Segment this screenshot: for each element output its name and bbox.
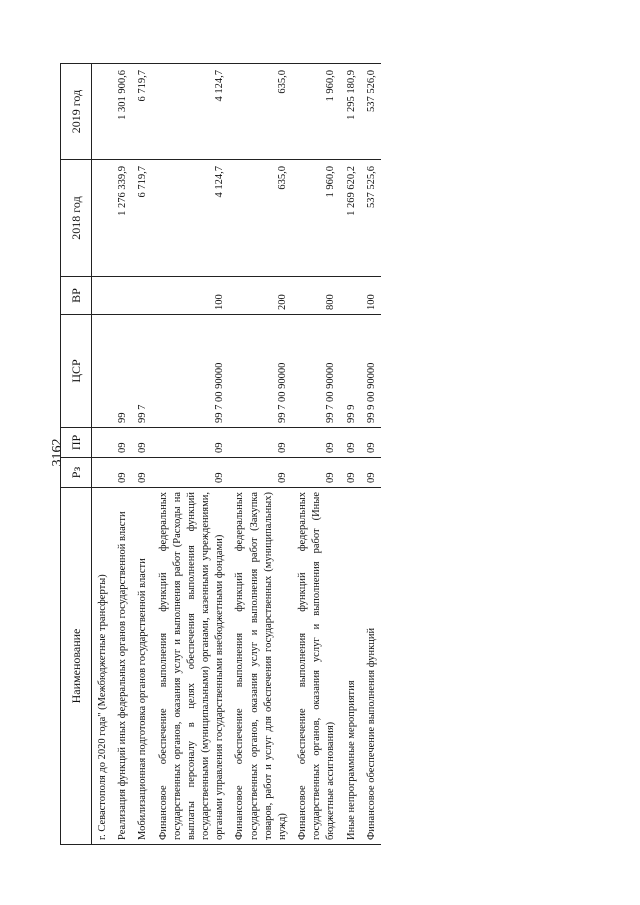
row-name: Финансовое обеспечение выполнения функций федеральных государственных органов, оказания услуг и выполнения работ (Закупка товаров, работ и услуг для обеспечения государственных (муниципальных) нужд): [229, 488, 292, 845]
header-year-2018: 2018 год: [61, 160, 92, 277]
row-name: г. Севастополя до 2020 года" (Межбюджетные трансферты): [92, 488, 113, 845]
table-header-row: [61, 64, 92, 845]
row-csr: 99 9: [341, 315, 361, 428]
table-row: [153, 64, 230, 845]
budget-table: [60, 63, 381, 845]
row-vr: [132, 277, 152, 315]
row-value-2019: 4 124,7: [153, 64, 230, 160]
table-row: [341, 64, 361, 845]
row-pr: [92, 428, 113, 458]
row-value-2019: 1 301 900,6: [112, 64, 132, 160]
row-pr: 09: [292, 428, 341, 458]
row-value-2018: 1 269 620,2: [341, 160, 361, 277]
table-row: [92, 64, 113, 845]
row-rz: 09: [292, 458, 341, 488]
row-value-2018: 4 124,7: [153, 160, 230, 277]
page-number: 3162: [50, 438, 65, 467]
row-csr: 99 7: [132, 315, 152, 428]
row-value-2018: 635,0: [229, 160, 292, 277]
table-row: [112, 64, 132, 845]
row-value-2018: 6 719,7: [132, 160, 152, 277]
row-value-2018: 537 525,6: [361, 160, 381, 277]
row-rz: [92, 458, 113, 488]
header-csr: ЦСР: [61, 315, 92, 428]
row-csr: 99 9 00 90000: [361, 315, 381, 428]
row-value-2019: 1 295 180,9: [341, 64, 361, 160]
row-vr: 100: [153, 277, 230, 315]
row-csr: 99 7 00 90000: [229, 315, 292, 428]
row-vr: 200: [229, 277, 292, 315]
table-row: [361, 64, 381, 845]
header-pr: ПР: [61, 428, 92, 458]
row-pr: 09: [361, 428, 381, 458]
row-vr: [112, 277, 132, 315]
row-rz: 09: [112, 458, 132, 488]
row-value-2018: [92, 160, 113, 277]
row-csr: 99 7 00 90000: [292, 315, 341, 428]
header-vr: ВР: [61, 277, 92, 315]
row-name: Финансовое обеспечение выполнения функций федеральных государственных органов, оказания услуг и выполнения работ (Расходы на выплаты персоналу в целях обеспечения выполнения функций государственными (муниципальными) органами, казенными учреждениями, органами управления государственными внебюджетными фондами): [153, 488, 230, 845]
row-pr: 09: [153, 428, 230, 458]
header-year-2019: 2019 год: [61, 64, 92, 160]
row-vr: [92, 277, 113, 315]
row-vr: 100: [361, 277, 381, 315]
row-rz: 09: [132, 458, 152, 488]
row-pr: 09: [112, 428, 132, 458]
header-rz: Рз: [61, 458, 92, 488]
table-row: [229, 64, 292, 845]
row-vr: 800: [292, 277, 341, 315]
table-row: [292, 64, 341, 845]
row-csr: 99: [112, 315, 132, 428]
row-rz: 09: [229, 458, 292, 488]
row-value-2019: [92, 64, 113, 160]
row-vr: [341, 277, 361, 315]
row-csr: 99 7 00 90000: [153, 315, 230, 428]
row-value-2019: 635,0: [229, 64, 292, 160]
table-row: [132, 64, 152, 845]
row-value-2018: 1 960,0: [292, 160, 341, 277]
row-rz: 09: [341, 458, 361, 488]
row-name: Мобилизационная подготовка органов государственной власти: [132, 488, 152, 845]
row-pr: 09: [341, 428, 361, 458]
row-name: Реализация функций иных федеральных органов государственной власти: [112, 488, 132, 845]
header-name: Наименование: [61, 488, 92, 845]
row-value-2019: 537 526,0: [361, 64, 381, 160]
row-name: Финансовое обеспечение выполнения функций федеральных государственных органов, оказания услуг и выполнения работ (Иные бюджетные ассигнования): [292, 488, 341, 845]
row-csr: [92, 315, 113, 428]
row-value-2018: 1 276 339,9: [112, 160, 132, 277]
row-name: Иные непрограммные мероприятия: [341, 488, 361, 845]
row-value-2019: 1 960,0: [292, 64, 341, 160]
row-rz: 09: [153, 458, 230, 488]
row-name: Финансовое обеспечение выполнения функций: [361, 488, 381, 845]
row-pr: 09: [132, 428, 152, 458]
row-value-2019: 6 719,7: [132, 64, 152, 160]
row-pr: 09: [229, 428, 292, 458]
row-rz: 09: [361, 458, 381, 488]
